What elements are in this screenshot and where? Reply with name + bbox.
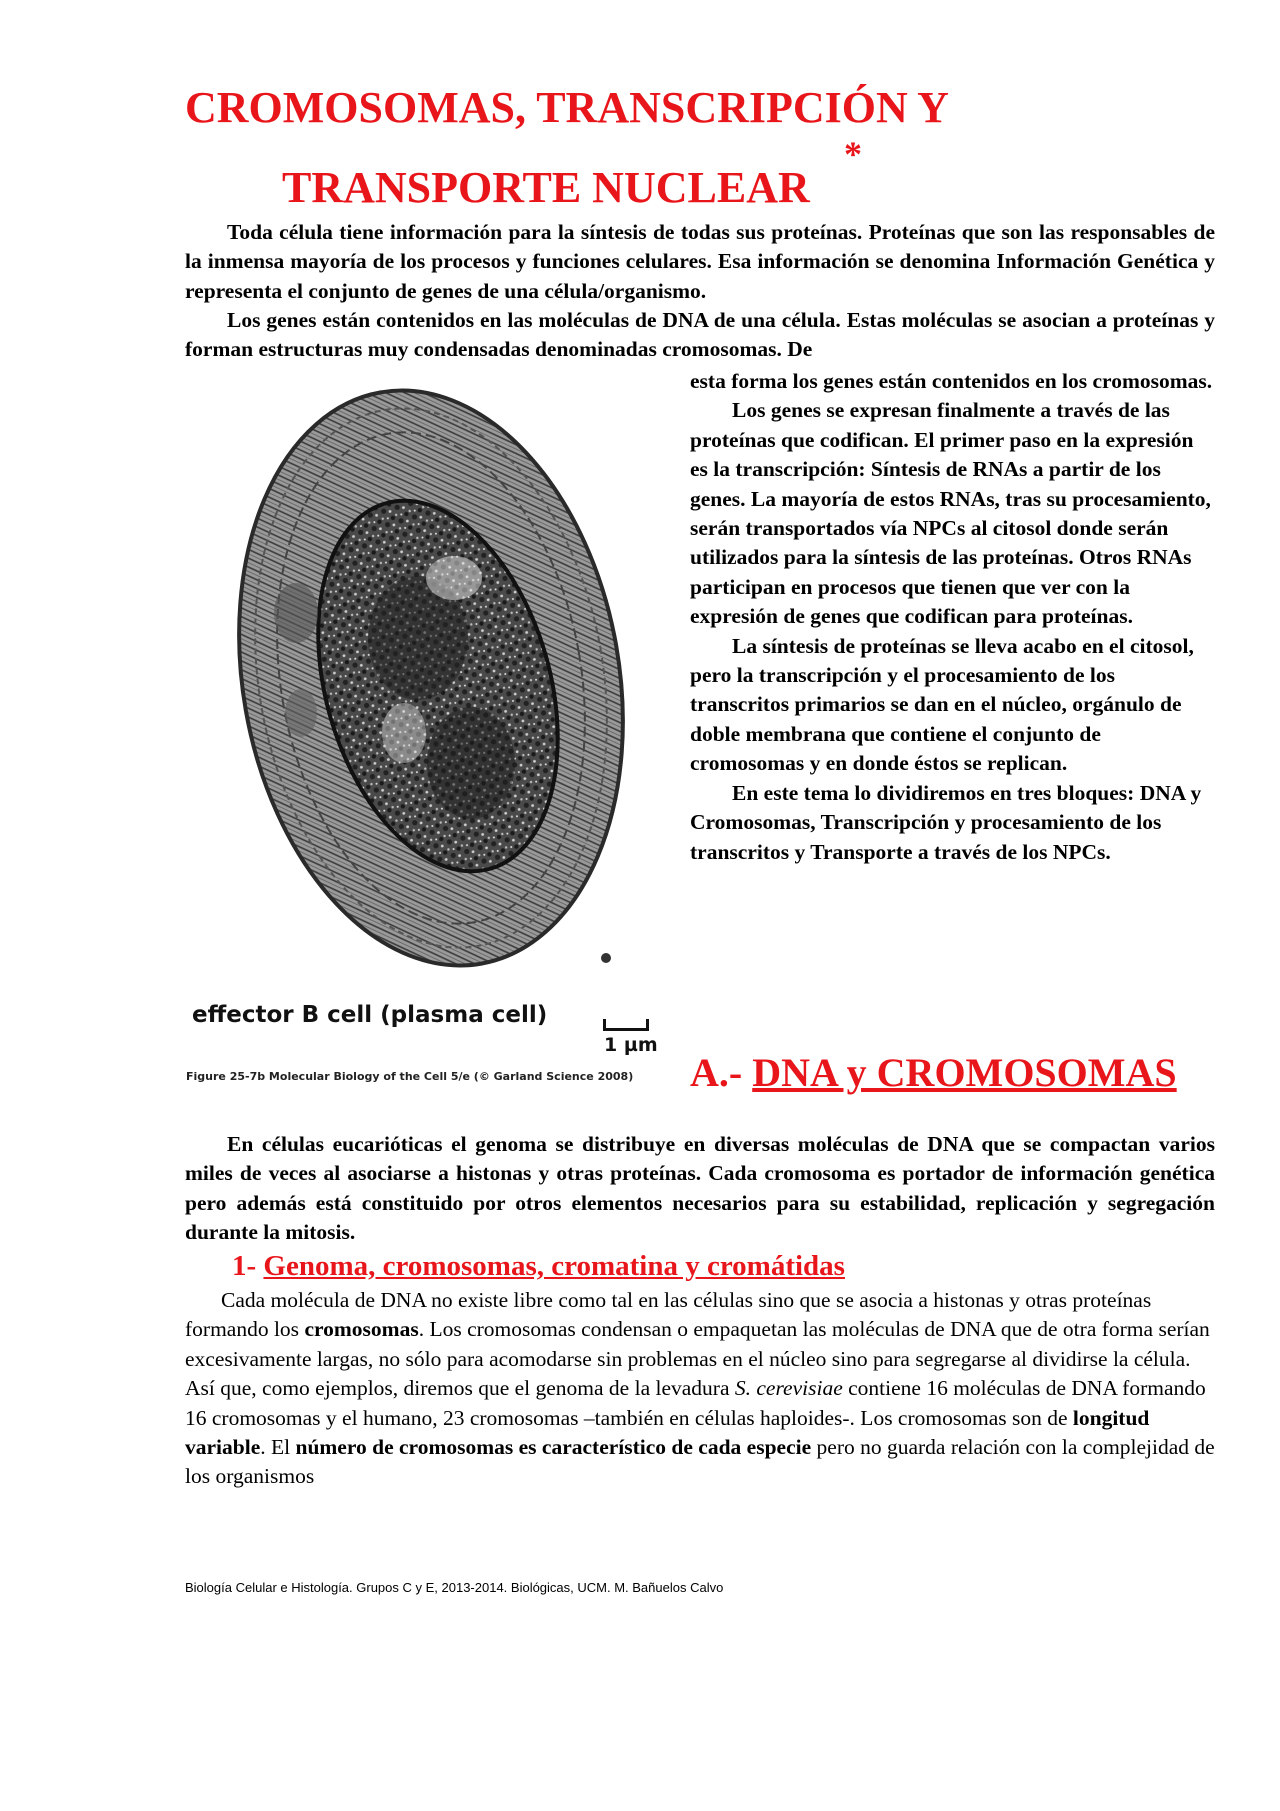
bold-term: número de cromosomas es característico de cada especie	[295, 1435, 812, 1460]
paragraph-protein-synthesis: La síntesis de proteínas se lleva acabo en el citosol, pero la transcripción y el procesamiento de los transcritos primarios se dan en el núcleo, orgánulo de doble membrana que contiene el conjunto de cromosomas y en donde éstos se replican.	[690, 633, 1194, 776]
subsection-1-paragraph	[185, 1286, 1215, 1492]
paragraph-topic-blocks: En este tema lo dividiremos en tres bloques: DNA y Cromosomas, Transcripción y procesamiento de los transcritos y Transporte a través de los NPCs.	[690, 780, 1202, 864]
plasma-cell-micrograph	[186, 368, 676, 1008]
text-run: . El	[260, 1435, 296, 1460]
title-line-2: TRANSPORTE NUCLEAR	[282, 163, 810, 212]
figure-credit: Figure 25-7b Molecular Biology of the Cell 5/e (© Garland Science 2008)	[186, 1070, 634, 1083]
subsection-heading-1	[232, 1249, 845, 1283]
text-run: pero no guarda relación con la complejidad de los organismos	[185, 1435, 1215, 1489]
title-line-1: CROMOSOMAS, TRANSCRIPCIÓN Y	[185, 83, 949, 132]
figure-caption-label: effector B cell (plasma cell)	[192, 1002, 548, 1028]
scale-bar-label: 1 µm	[604, 1034, 658, 1056]
text-run: Cada molécula de DNA no existe libre como tal en las células sino que se asocia a histonas y otras proteínas formando los	[185, 1288, 1152, 1342]
subsection-number: 1-	[232, 1250, 264, 1282]
bold-term: longitud variable	[185, 1405, 1150, 1460]
intro-paragraph-2-continued: esta forma los genes están contenidos en los cromosomas.	[690, 369, 1213, 393]
plasma-cell-figure	[186, 368, 676, 1088]
paragraph-gene-expression: Los genes se expresan finalmente a través de las proteínas que codifican. El primer paso en la expresión es la transcripción: Síntesis de RNAs a partir de los genes. La mayoría de estos RNAs, tras su procesamiento, serán transportados vía NPCs al citosol donde serán utilizados para la síntesis de las proteínas. Otros RNAs participan en procesos que tienen que ver con la expresión de genes que codifican para proteínas.	[690, 398, 1211, 629]
species-name: S. cerevisiae	[734, 1376, 843, 1401]
section-prefix: A.-	[690, 1050, 753, 1095]
subsection-title: Genoma, cromosomas, cromatina y cromátidas	[263, 1250, 845, 1282]
text-run: contiene 16 moléculas de DNA formando 16 cromosomas y el humano, 23 cromosomas –también en células haploides-. Los cromosomas son de	[185, 1376, 1206, 1430]
intro-paragraph-1: Toda célula tiene información para la síntesis de todas sus proteínas. Proteínas que son las responsables de la inmensa mayoría de los procesos y funciones celulares. Esa información se denomina Información Genética y representa el conjunto de genes de una célula/organismo.	[185, 220, 1215, 303]
scale-bar	[603, 1019, 649, 1031]
section-a-paragraph: En células eucarióticas el genoma se distribuye en diversas moléculas de DNA que se compactan varios miles de veces al asociarse a histonas y otras proteínas. Cada cromosoma es portador de información genética pero además está constituido por otros elementos necesarios para su estabilidad, replicación y segregación durante la mitosis.	[185, 1132, 1215, 1245]
section-title: DNA y CROMOSOMAS	[752, 1050, 1177, 1095]
page-footer: Biología Celular e Histología. Grupos C y E, 2013-2014. Biológicas, UCM. M. Bañuelos Calvo	[185, 1580, 724, 1595]
footnote-marker: *	[844, 134, 862, 174]
right-text-column	[690, 367, 1214, 867]
section-heading-a	[690, 1050, 1177, 1096]
bold-term: cromosomas	[304, 1317, 419, 1342]
text-run: . Los cromosomas condensan o empaquetan las moléculas de DNA que de otra forma serían excesivamente largas, no sólo para acomodarse sin problemas en el núcleo sino para segregarse al dividirse la célula. Así que, como ejemplos, diremos que el genoma de la levadura	[185, 1317, 1210, 1401]
intro-paragraph-2: Los genes están contenidos en las moléculas de DNA de una célula. Estas moléculas se asocian a proteínas y forman estructuras muy condensadas denominadas cromosomas. De	[185, 308, 1215, 362]
